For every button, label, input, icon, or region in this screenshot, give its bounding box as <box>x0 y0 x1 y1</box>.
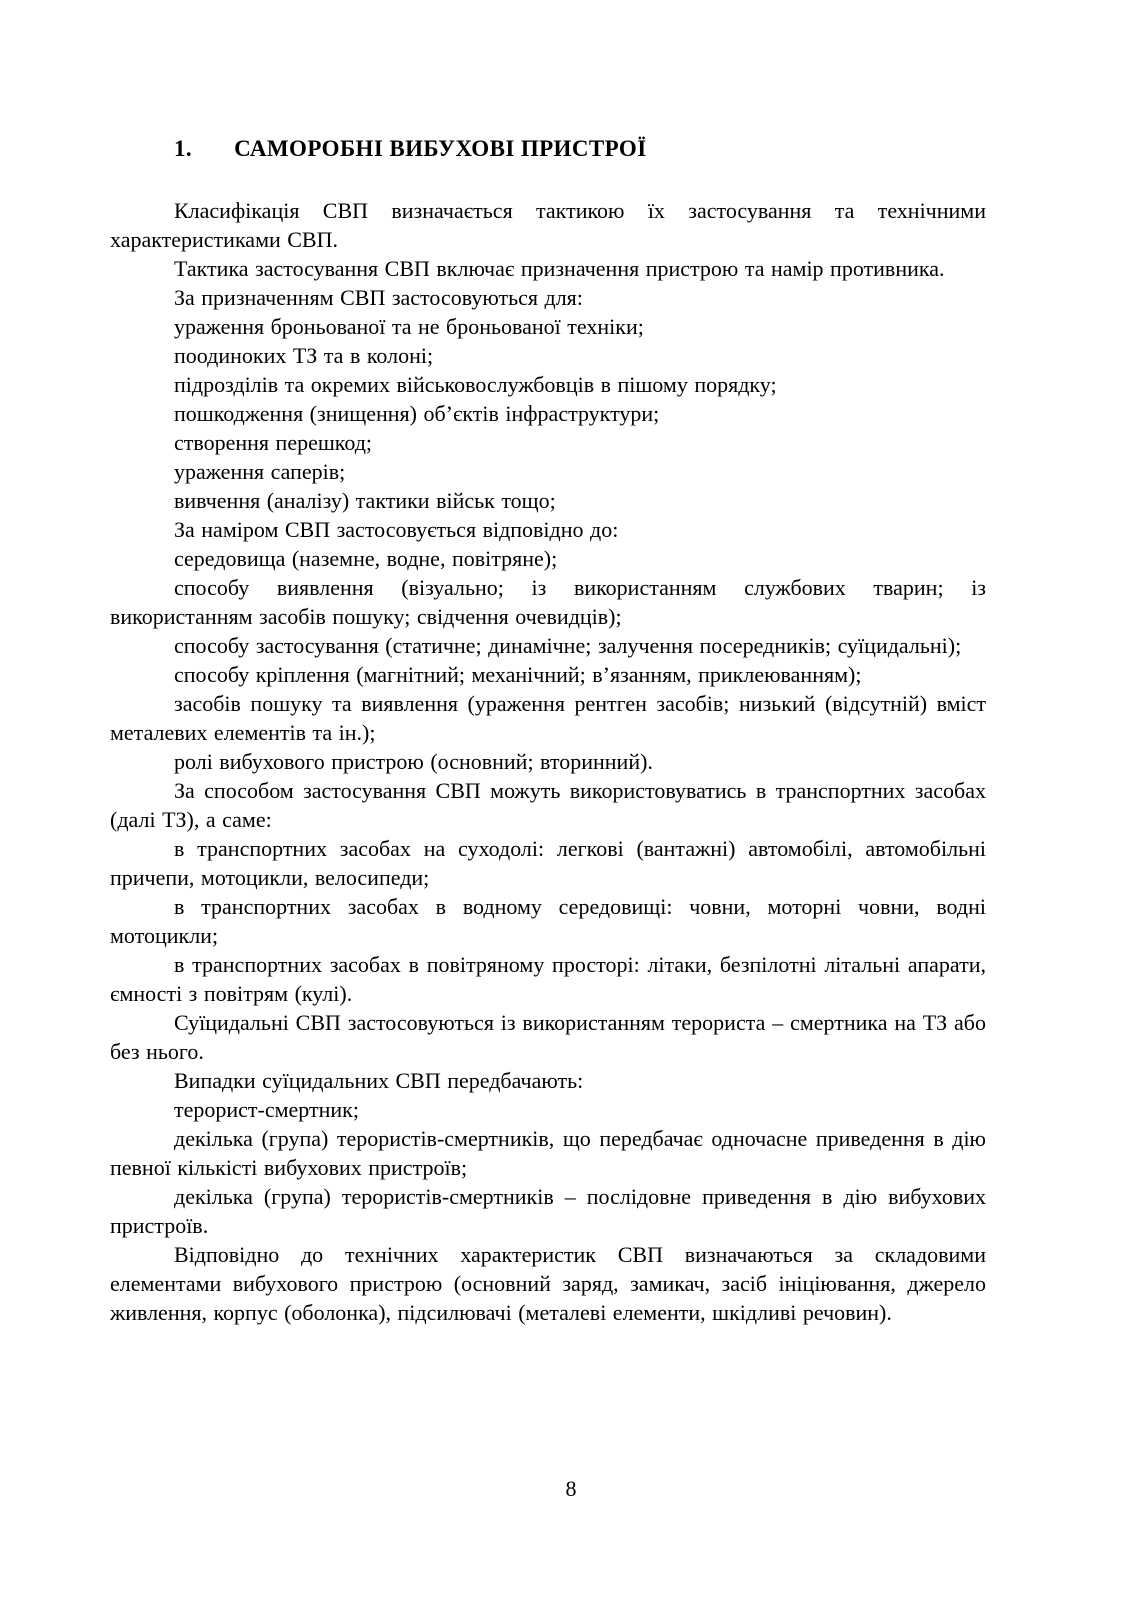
paragraph: способу застосування (статичне; динамічне; залучення посередників; суїцидальні); <box>174 633 962 658</box>
paragraph: За наміром СВП застосовується відповідно до: <box>174 517 619 542</box>
section-number: 1. <box>174 136 193 161</box>
paragraph: в транспортних засобах в водному середовищі: човни, моторні човни, водні мотоцикли; <box>110 894 986 948</box>
paragraph: Випадки суїцидальних СВП передбачають: <box>174 1068 584 1093</box>
paragraph: способу кріплення (магнітний; механічний; в’язанням, приклеюванням); <box>174 662 862 687</box>
paragraph: в транспортних засобах на суходолі: легкові (вантажні) автомобілі, автомобільні причепи, мотоцикли, велосипеди; <box>110 836 986 890</box>
paragraph: За призначенням СВП застосовуються для: <box>174 285 583 310</box>
paragraph: засобів пошуку та виявлення (ураження рентген засобів; низький (відсутній) вміст металевих елементів та ін.); <box>110 691 986 745</box>
paragraph: декілька (група) терористів-смертників – послідовне приведення в дію вибухових пристроїв. <box>110 1184 986 1238</box>
paragraph: терорист-смертник; <box>174 1097 359 1122</box>
section-heading <box>110 134 986 164</box>
document-body <box>110 196 986 1327</box>
paragraph: підрозділів та окремих військовослужбовців в пішому порядку; <box>174 372 777 397</box>
paragraph: ураження саперів; <box>174 459 346 484</box>
paragraph: декілька (група) терористів-смертників, що передбачає одночасне приведення в дію певної кількісті вибухових пристроїв; <box>110 1126 986 1180</box>
paragraph: Класифікація СВП визначається тактикою їх застосування та технічними характеристиками СВП. <box>110 198 986 252</box>
text-block <box>110 134 986 1327</box>
paragraph: ролі вибухового пристрою (основний; вторинний). <box>174 749 653 774</box>
paragraph: ураження броньованої та не броньованої техніки; <box>174 314 644 339</box>
paragraph: За способом застосування СВП можуть використовуватись в транспортних засобах (далі ТЗ), а саме: <box>110 778 986 832</box>
paragraph: способу виявлення (візуально; із використанням службових тварин; із використанням засобів пошуку; свідчення очевидців); <box>110 575 986 629</box>
section-title: САМОРОБНІ ВИБУХОВІ ПРИСТРОЇ <box>234 136 647 161</box>
page-number: 8 <box>565 1476 577 1501</box>
paragraph: Відповідно до технічних характеристик СВП визначаються за складовими елементами вибухового пристрою (основний заряд, замикач, засіб ініціювання, джерело живлення, корпус (оболонка), підсилювачі (металеві елементи, шкідливі речовин). <box>110 1242 986 1325</box>
paragraph: Тактика застосування СВП включає призначення пристрою та намір противника. <box>174 256 945 281</box>
paragraph: в транспортних засобах в повітряному просторі: літаки, безпілотні літальні апарати, ємності з повітрям (кулі). <box>110 952 986 1006</box>
paragraph: вивчення (аналізу) тактики військ тощо; <box>174 488 556 513</box>
paragraph: Суїцидальні СВП застосовуються із використанням терориста – смертника на ТЗ або без нього. <box>110 1010 986 1064</box>
paragraph: середовища (наземне, водне, повітряне); <box>174 546 558 571</box>
paragraph: поодиноких ТЗ та в колоні; <box>174 343 434 368</box>
paragraph: пошкодження (знищення) об’єктів інфраструктури; <box>174 401 660 426</box>
paragraph: створення перешкод; <box>174 430 373 455</box>
